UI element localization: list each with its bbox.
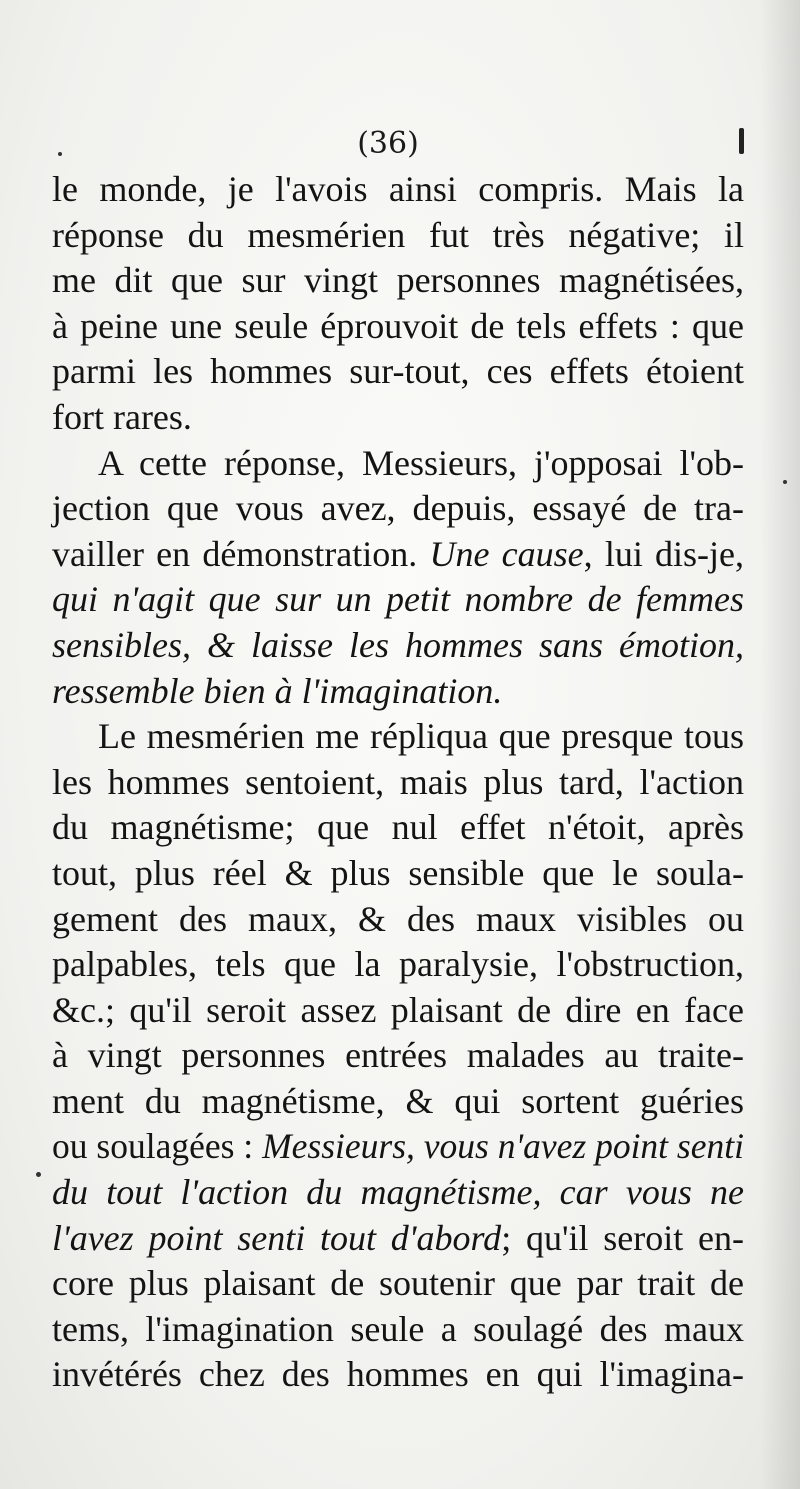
text-line: gement des maux, & des maux visibles ou [52,898,744,939]
paragraph-start-line: Le mesmérien me répliqua que presque tous [98,716,744,757]
text-line: tout, plus réel & plus sensible que le soula- [52,852,744,893]
text-segment: ou soulagées : [52,1126,263,1167]
text-segment: vailler en démonstration. [52,533,430,574]
text-line: ment du magnétisme, & qui sortent guéries [52,1080,744,1121]
text-line: à peine une seule éprouvoit de tels effets : que [52,305,744,346]
italic-segment: Messieurs, vous n'avez point senti [262,1126,744,1167]
page-edge-shadow [760,0,800,1489]
italic-segment: l'avez point senti tout d'abord [52,1217,502,1258]
italic-line: ressemble bien à l'imagination. [52,670,503,711]
ink-speck [58,152,62,156]
text-line-mixed [52,1124,744,1170]
text-line: tems, l'imagination seule a soulagé des maux [52,1308,744,1349]
text-line: le monde, je l'avois ainsi compris. Mais la [52,169,744,209]
text-line: me dit que sur vingt personnes magnétisées, [52,260,744,301]
text-line: invétérés chez des hommes en qui l'imagina- [52,1354,744,1395]
text-line: palpables, tels que la paralysie, l'obstruction, [52,944,744,985]
italic-line: du tout l'action du magnétisme, car vous ne [52,1172,744,1213]
text-line-mixed [52,1216,744,1262]
text-line: core plus plaisant de soutenir que par trait de [52,1263,744,1304]
italic-segment: Une cause [429,533,584,574]
ink-speck [36,1172,41,1177]
text-line: réponse du mesmérien fut très négative; il [52,214,744,255]
text-line: parmi les hommes sur-tout, ces effets étoient [52,351,744,392]
margin-mark [739,128,744,154]
text-line: du magnétisme; que nul effet n'étoit, après [52,807,744,848]
text-segment: , lui dis-je, [583,533,744,574]
text-line: &c.; qu'il seroit assez plaisant de dire en face [52,989,744,1030]
text-segment: ; qu'il seroit en- [501,1217,744,1258]
italic-line: qui n'agit que sur un petit nombre de femmes [52,579,744,620]
text-line: fort rares. [52,396,192,437]
text-line-mixed [52,532,744,578]
text-line: les hommes sentoient, mais plus tard, l'action [52,761,744,802]
ink-speck [783,480,787,484]
text-line: jection que vous avez, depuis, essayé de tra- [52,488,744,529]
body-text [52,167,744,1398]
italic-line: sensibles, & laisse les hommes sans émotion, [52,624,744,665]
page-number: (36) [357,126,419,161]
paragraph-start-line: A cette réponse, Messieurs, j'opposai l'ob- [98,442,744,483]
text-line: à vingt personnes entrées malades au traite- [52,1035,744,1076]
